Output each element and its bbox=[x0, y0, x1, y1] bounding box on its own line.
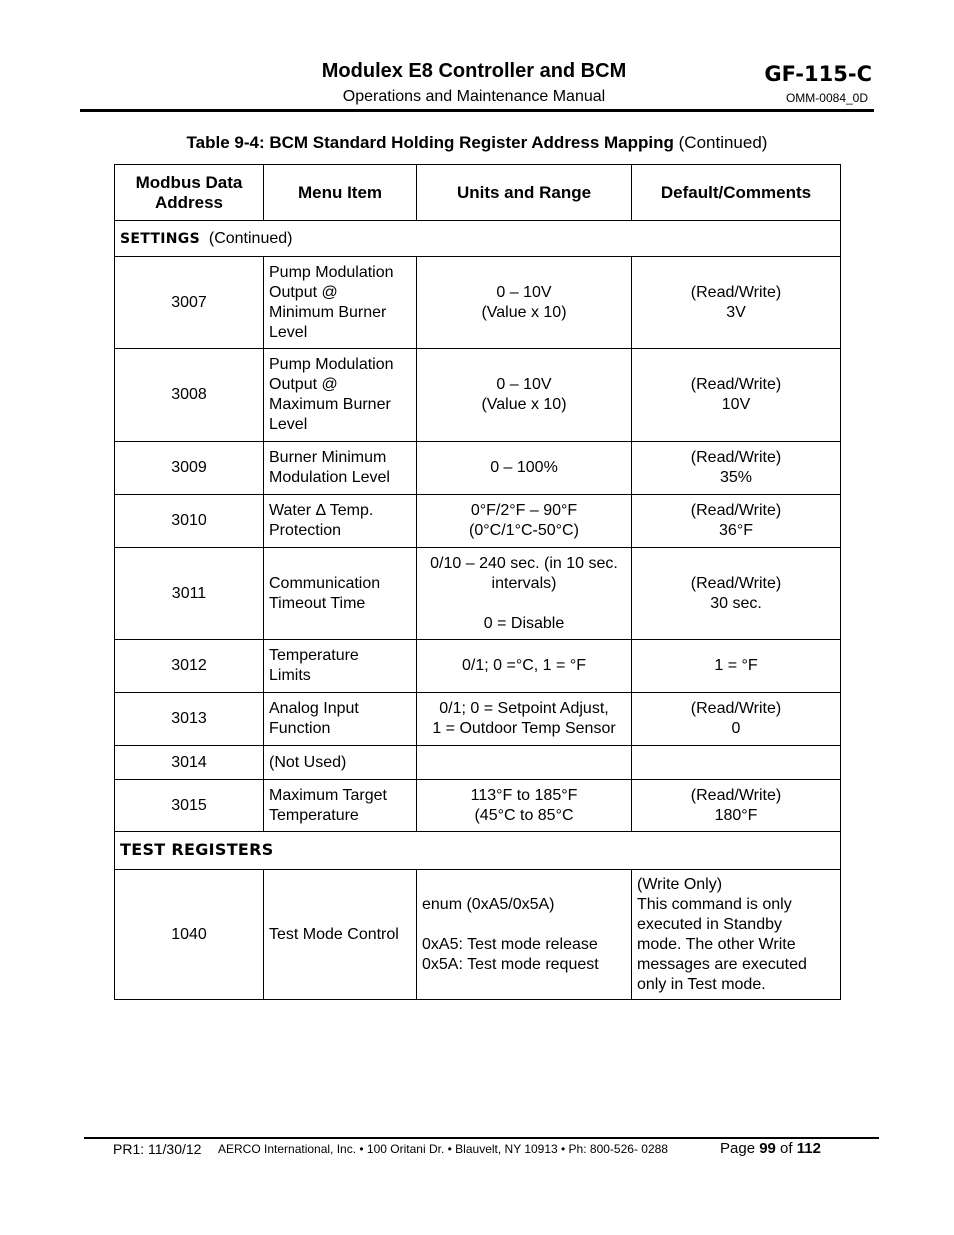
range-cell-line: 0x5A: Test mode request bbox=[422, 955, 599, 973]
table-row bbox=[115, 640, 841, 693]
default-cell-line: executed in Standby bbox=[637, 915, 782, 933]
default-cell-line: 3V bbox=[726, 303, 746, 321]
manual-subtitle: Operations and Maintenance Manual bbox=[342, 88, 606, 105]
default-cell-line: 0 bbox=[731, 720, 741, 737]
default-cell-line: only in Test mode. bbox=[637, 975, 766, 993]
menu-item-cell bbox=[264, 442, 417, 495]
range-cell-line: (0°C/1°C-50°C) bbox=[469, 522, 579, 539]
menu-item-cell-line: Timeout Time bbox=[269, 594, 366, 612]
menu-item-cell bbox=[264, 548, 417, 640]
range-cell-line: 0/10 – 240 sec. (in 10 sec. bbox=[430, 554, 618, 572]
section-cell-test-registers bbox=[115, 832, 841, 870]
menu-item-cell-line: Water Δ Temp. bbox=[269, 502, 374, 519]
address-cell: 3009 bbox=[115, 442, 264, 495]
footer-page-mid: of bbox=[775, 1140, 797, 1157]
address-cell: 3015 bbox=[115, 780, 264, 832]
default-cell-line: 10V bbox=[721, 396, 751, 413]
range-cell-line bbox=[422, 594, 626, 614]
default-cell bbox=[632, 442, 841, 495]
default-cell-line: mode. The other Write bbox=[637, 935, 796, 953]
footer-page-total: 112 bbox=[796, 1140, 821, 1157]
menu-item-cell bbox=[264, 780, 417, 832]
table-caption bbox=[114, 133, 840, 153]
default-cell-line: 36°F bbox=[719, 522, 753, 539]
range-cell-line: 0 – 100% bbox=[490, 459, 558, 476]
menu-item-cell-line: Level bbox=[269, 416, 308, 433]
table-body bbox=[115, 221, 841, 1000]
default-cell bbox=[632, 870, 841, 1000]
col-header-menu: Menu Item bbox=[264, 165, 417, 221]
range-cell bbox=[417, 780, 632, 832]
address-cell: 3011 bbox=[115, 548, 264, 640]
register-table bbox=[114, 164, 841, 1000]
footer-page-prefix: Page bbox=[720, 1140, 760, 1157]
default-cell bbox=[632, 349, 841, 442]
default-cell-line: (Read/Write) bbox=[690, 700, 782, 717]
table-header-row bbox=[115, 165, 841, 221]
range-cell-line: 1 = Outdoor Temp Sensor bbox=[432, 720, 616, 737]
menu-item-cell bbox=[264, 870, 417, 1000]
table-caption-continued: (Continued) bbox=[673, 133, 768, 152]
col-header-range: Units and Range bbox=[417, 165, 632, 221]
menu-item-cell bbox=[264, 349, 417, 442]
manual-title: Modulex E8 Controller and BCM bbox=[321, 60, 627, 82]
menu-item-cell-line: Protection bbox=[269, 522, 342, 539]
menu-item-cell-line: Pump Modulation bbox=[269, 356, 394, 373]
address-cell: 3014 bbox=[115, 746, 264, 780]
table-row bbox=[115, 548, 841, 640]
section-cell-settings bbox=[115, 221, 841, 257]
footer-company: AERCO International, Inc. • 100 Oritani Dr. • Blauvelt, NY 10913 • Ph: 800-526- 0288 bbox=[218, 1142, 668, 1156]
range-cell-line: 0 – 10V bbox=[496, 376, 552, 393]
default-cell-line: messages are executed bbox=[637, 955, 807, 973]
range-cell-line: 0 = Disable bbox=[483, 614, 565, 632]
address-cell: 3008 bbox=[115, 349, 264, 442]
address-cell: 1040 bbox=[115, 870, 264, 1000]
document-id: OMM-0084_0D bbox=[785, 91, 868, 105]
menu-item-cell-line: Level bbox=[269, 323, 308, 341]
menu-item-cell-line: Output @ bbox=[269, 376, 338, 393]
menu-item-cell-line: Maximum Burner bbox=[269, 396, 391, 413]
address-cell: 3010 bbox=[115, 495, 264, 548]
range-cell bbox=[417, 746, 632, 780]
range-cell-line: (Value x 10) bbox=[481, 303, 567, 321]
col-header-address: Modbus Data Address bbox=[115, 165, 264, 221]
menu-item-cell-line: (Not Used) bbox=[269, 753, 347, 771]
default-cell-line: 35% bbox=[719, 469, 753, 486]
default-cell bbox=[632, 780, 841, 832]
default-cell-line: (Read/Write) bbox=[690, 502, 782, 519]
default-cell-line: (Read/Write) bbox=[690, 449, 782, 466]
menu-item-cell bbox=[264, 746, 417, 780]
col-header-default: Default/Comments bbox=[632, 165, 841, 221]
table-row bbox=[115, 870, 841, 1000]
range-cell-line: (Value x 10) bbox=[481, 396, 567, 413]
menu-item-cell-line: Analog Input bbox=[269, 700, 359, 717]
menu-item-cell-line: Temperature bbox=[269, 647, 359, 664]
section-row-test-registers bbox=[115, 832, 841, 870]
default-cell-line: 30 sec. bbox=[710, 594, 762, 612]
default-cell bbox=[632, 746, 841, 780]
range-cell-line: 0 – 10V bbox=[496, 283, 552, 301]
table-row bbox=[115, 693, 841, 746]
range-cell-line: 0/1; 0 = Setpoint Adjust, bbox=[439, 700, 609, 717]
footer-page-current: 99 bbox=[759, 1140, 776, 1157]
range-cell bbox=[417, 257, 632, 349]
address-cell: 3012 bbox=[115, 640, 264, 693]
range-cell bbox=[417, 442, 632, 495]
table-row bbox=[115, 495, 841, 548]
default-cell-line: 180°F bbox=[714, 806, 758, 824]
range-cell-line: (45°C to 85°C bbox=[474, 806, 574, 824]
default-cell-line: (Write Only) bbox=[637, 875, 723, 893]
menu-item-cell-line: Output @ bbox=[269, 283, 338, 301]
default-cell bbox=[632, 548, 841, 640]
default-cell-line: This command is only bbox=[637, 895, 792, 913]
menu-item-cell-line: Limits bbox=[269, 667, 311, 684]
address-cell: 3007 bbox=[115, 257, 264, 349]
default-cell-line: (Read/Write) bbox=[690, 574, 782, 592]
footer-page-number bbox=[720, 1140, 821, 1157]
menu-item-cell-line: Maximum Target bbox=[269, 786, 387, 804]
range-cell-line: 113°F to 185°F bbox=[470, 786, 578, 804]
menu-item-cell bbox=[264, 640, 417, 693]
section-label-test-registers: TEST REGISTERS bbox=[120, 840, 274, 859]
menu-item-cell-line: Minimum Burner bbox=[269, 303, 387, 321]
range-cell-line: 0°F/2°F – 90°F bbox=[470, 502, 578, 519]
range-cell bbox=[417, 548, 632, 640]
default-cell-line: (Read/Write) bbox=[690, 283, 782, 301]
range-cell-line bbox=[422, 915, 626, 935]
section-note-settings: (Continued) bbox=[208, 229, 293, 247]
table-row bbox=[115, 746, 841, 780]
section-row-settings bbox=[115, 221, 841, 257]
menu-item-cell-line: Pump Modulation bbox=[269, 263, 394, 281]
default-cell-line: (Read/Write) bbox=[690, 786, 782, 804]
menu-item-cell-line: Test Mode Control bbox=[269, 925, 399, 943]
range-cell bbox=[417, 349, 632, 442]
range-cell bbox=[417, 693, 632, 746]
document-code: GF-115-C bbox=[764, 62, 872, 86]
range-cell-line: 0/1; 0 =°C, 1 = °F bbox=[462, 657, 586, 674]
table-row bbox=[115, 349, 841, 442]
menu-item-cell bbox=[264, 495, 417, 548]
range-cell-line: intervals) bbox=[491, 574, 557, 592]
default-cell bbox=[632, 693, 841, 746]
default-cell bbox=[632, 257, 841, 349]
table-row bbox=[115, 257, 841, 349]
header-rule bbox=[80, 109, 874, 112]
menu-item-cell-line: Burner Minimum bbox=[269, 449, 387, 466]
range-cell bbox=[417, 870, 632, 1000]
footer-rule bbox=[84, 1137, 879, 1139]
section-label-settings: SETTINGS bbox=[120, 230, 200, 247]
address-cell: 3013 bbox=[115, 693, 264, 746]
default-cell bbox=[632, 495, 841, 548]
default-cell-line: (Read/Write) bbox=[690, 376, 782, 393]
default-cell bbox=[632, 640, 841, 693]
menu-item-cell-line: Communication bbox=[269, 574, 381, 592]
range-cell bbox=[417, 640, 632, 693]
menu-item-cell-line: Temperature bbox=[269, 806, 359, 824]
table-row bbox=[115, 442, 841, 495]
menu-item-cell bbox=[264, 257, 417, 349]
range-cell-line: 0xA5: Test mode release bbox=[422, 935, 598, 953]
menu-item-cell bbox=[264, 693, 417, 746]
default-cell-line: 1 = °F bbox=[714, 657, 758, 674]
table-caption-bold: Table 9-4: BCM Standard Holding Register Address Mapping bbox=[186, 133, 674, 152]
menu-item-cell-line: Modulation Level bbox=[269, 469, 390, 486]
range-cell bbox=[417, 495, 632, 548]
footer-revision: PR1: 11/30/12 bbox=[113, 1141, 202, 1157]
menu-item-cell-line: Function bbox=[269, 720, 331, 737]
range-cell-line: enum (0xA5/0x5A) bbox=[422, 895, 555, 913]
table-row bbox=[115, 780, 841, 832]
